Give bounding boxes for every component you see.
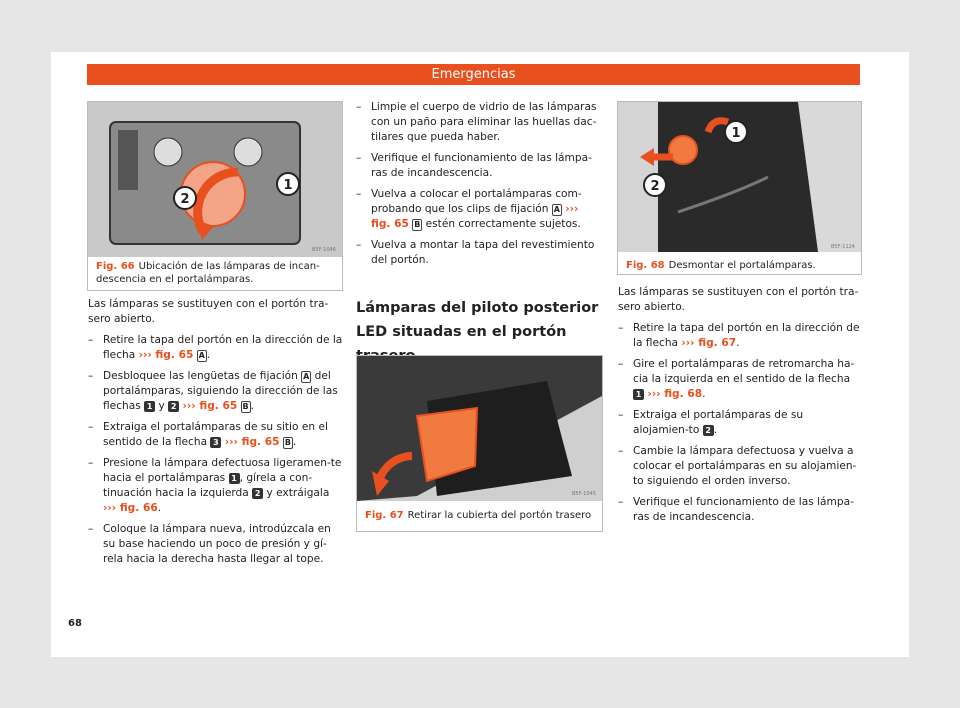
fig67-label: Fig. 67 (365, 510, 404, 521)
col2-step3-ref[interactable]: ››› fig. 65 (371, 203, 579, 230)
col1-step-1: – Retire la tapa del portón en la dirección de la flecha ››› fig. 65 A . (88, 333, 344, 363)
fig67-illustration (357, 356, 602, 501)
col1-step-5: – Coloque la lámpara nueva, introdúzcala en su base haciendo un poco de presión y gí-rela hacia la derecha hasta llegar al tope. (88, 522, 344, 567)
letter-badge: B (242, 402, 249, 411)
number-badge: 2 (252, 488, 263, 499)
fig67-caption (365, 509, 600, 522)
col2-step-3: – Vuelva a colocar el portalámparas com-probando que los clips de fijación A ››› fig. 65 B estén correctamente sujetos. (356, 187, 600, 232)
fig68-code: B5F-1124 (830, 244, 855, 250)
col1-step-3: – Extraiga el portalámparas de su sitio en el sentido de la flecha 3 ››› fig. 65 B . (88, 420, 344, 450)
letter-badge: B (414, 220, 421, 229)
col2-step-2: – Verifique el funcionamiento de las lámpa-ras de incandescencia. (356, 151, 600, 181)
col3-step-1: – Retire la tapa del portón en la dirección de la flecha ››› fig. 67. (618, 321, 861, 351)
fig67-caption-text: Retirar la cubierta del portón trasero (407, 510, 592, 521)
number-badge: 1 (229, 473, 240, 484)
section-title: Lámparas del piloto posterior LED situadas en el portón (356, 296, 600, 373)
fig66-callout-1: 1 (283, 178, 293, 193)
col1-step3-ref[interactable]: ››› fig. 65 (224, 436, 280, 448)
fig66-caption-text: Ubicación de las lámparas de incan- (138, 261, 320, 272)
fig68-caption (626, 259, 858, 272)
col3-step2-ref[interactable]: ››› fig. 68 (647, 388, 703, 400)
fig68-caption-text: Desmontar el portalámparas. (668, 260, 816, 271)
number-badge: 1 (633, 389, 644, 400)
number-badge: 1 (144, 401, 155, 412)
letter-badge: A (303, 372, 310, 381)
col1-step1-ref[interactable]: ››› fig. 65 (138, 349, 194, 361)
page-number: 68 (68, 618, 82, 629)
col2-step-4: – Vuelva a montar la tapa del revestimiento del portón. (356, 238, 600, 268)
col3-step-3: – Extraiga el portalámparas de su alojamien-to 2 . (618, 408, 861, 438)
fig66-caption-text-2: descencia en el portalámparas. (96, 274, 254, 285)
figure-67 (356, 355, 603, 532)
col3-step-4: – Cambie la lámpara defectuosa y vuelva a colocar el portalámparas en su alojamien-to siguiendo el orden inverso. (618, 444, 861, 489)
fig67-code: B5F-1045 (571, 491, 596, 497)
section-header: Emergencias (87, 64, 860, 85)
fig66-caption (96, 260, 336, 286)
column-3 (618, 285, 861, 531)
col3-step-5: – Verifique el funcionamiento de las lámpa-ras de incandescencia. (618, 495, 861, 525)
fig66-code: B5F-1046 (311, 247, 336, 253)
letter-badge: A (553, 205, 560, 214)
fig68-label: Fig. 68 (626, 260, 665, 271)
col3-step-2: – Gire el portalámparas de retromarcha ha-cia la izquierda en el sentido de la flecha 1 ››› fig. 68. (618, 357, 861, 402)
letter-badge: A (198, 351, 205, 360)
col1-step4-ref[interactable]: ››› fig. 66 (103, 502, 158, 514)
fig68-callout-2: 2 (650, 179, 660, 194)
column-2 (356, 100, 600, 274)
number-badge: 3 (210, 437, 221, 448)
fig68-illustration (618, 102, 861, 252)
number-badge: 2 (168, 401, 179, 412)
figure-68 (617, 101, 862, 275)
column-1 (88, 297, 344, 573)
col1-step2-ref[interactable]: ››› fig. 65 (182, 400, 238, 412)
col3-step1-ref[interactable]: ››› fig. 67 (681, 337, 737, 349)
figure-66 (87, 101, 343, 291)
col3-intro: Las lámparas se sustituyen con el portón tra-sero abierto. (618, 286, 859, 313)
fig66-illustration (88, 102, 342, 257)
fig66-callout-2: 2 (180, 192, 190, 207)
letter-badge: B (284, 438, 291, 447)
fig68-callout-1: 1 (731, 126, 741, 141)
fig66-label: Fig. 66 (96, 261, 135, 272)
col2-step-1: – Limpie el cuerpo de vidrio de las lámparas con un paño para eliminar las huellas dac-tilares que pueda haber. (356, 100, 600, 145)
col1-step-4: – Presione la lámpara defectuosa ligeramen-te hacia el portalámparas 1 , gírela a con-tinuación hacia la izquierda 2 y extráigala ››› fig. 66. (88, 456, 344, 516)
col1-step-2: – Desbloquee las lengüetas de fijación A del portalámparas, siguiendo la dirección de las flechas 1 y 2 ››› fig. 65 B . (88, 369, 344, 414)
col1-intro: Las lámparas se sustituyen con el portón tra- sero abierto. (88, 298, 329, 325)
number-badge: 2 (703, 425, 714, 436)
